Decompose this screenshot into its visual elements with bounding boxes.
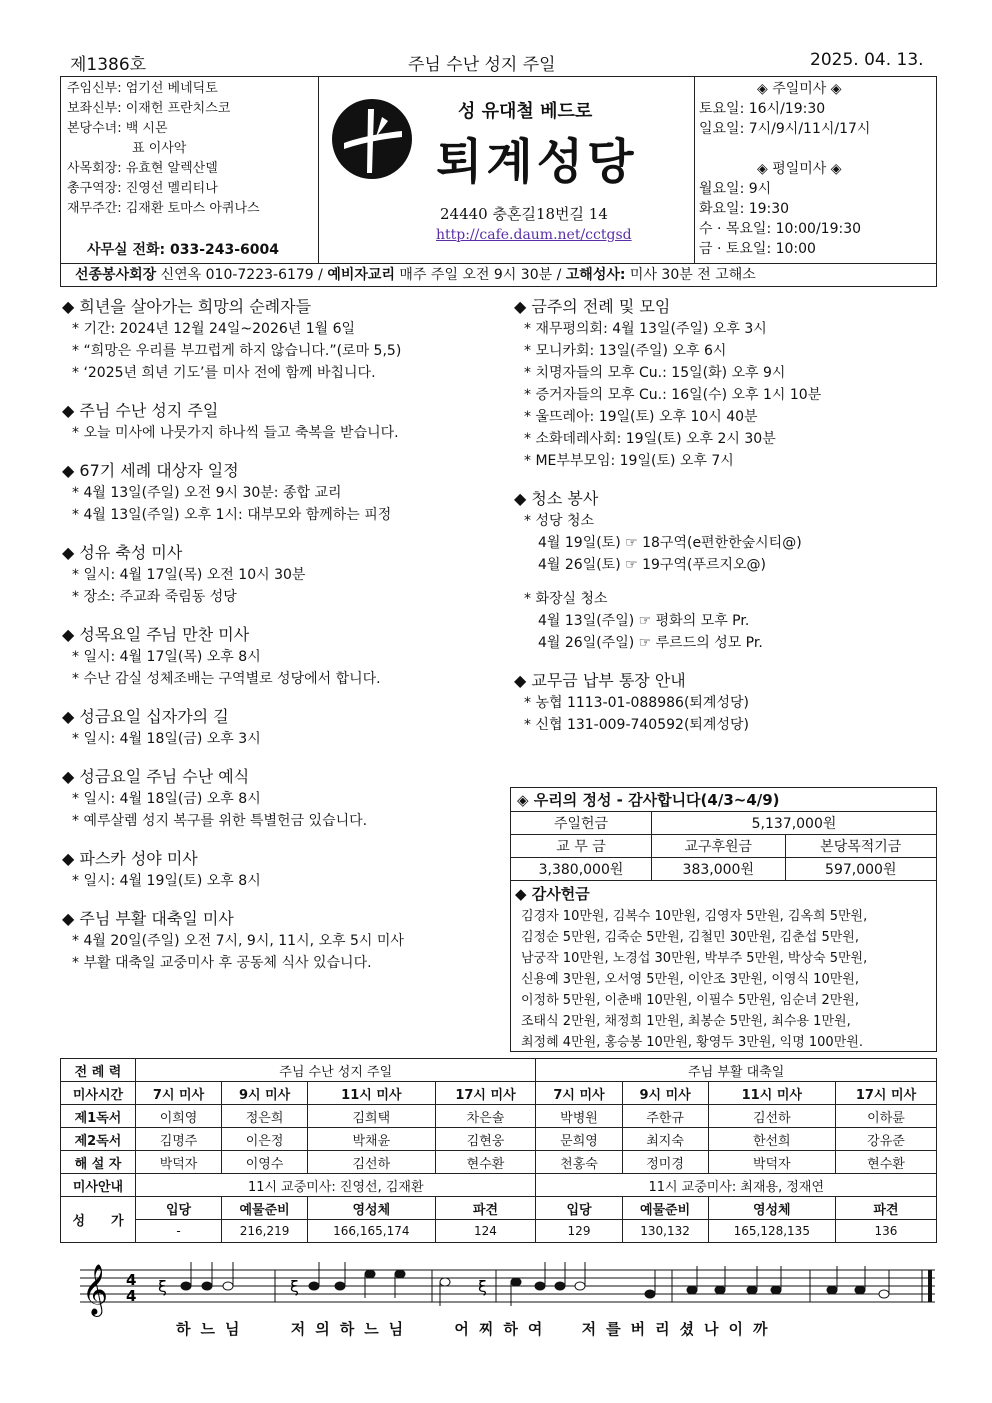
commentator-cell: 박덕자 xyxy=(708,1151,835,1174)
section-title: ◆ 희년을 살아가는 희망의 순례자들 xyxy=(62,297,312,316)
staff-line: 본당수녀: 백 시몬 xyxy=(67,121,168,136)
meeting-item: * ME부부모임: 19일(토) 오후 7시 xyxy=(524,453,734,469)
bulletin-date: 2025. 04. 13. xyxy=(810,50,924,70)
commentator-cell: 천홍숙 xyxy=(536,1151,622,1174)
note-head xyxy=(395,1270,405,1278)
info-value: 매주 주일 오전 9시 30분 / xyxy=(399,267,562,283)
sunday-mass-line: 토요일: 16시/19:30 xyxy=(699,101,826,117)
mass-time-cell: 17시 미사 xyxy=(435,1082,536,1105)
weekday-mass-line: 금 · 토요일: 10:00 xyxy=(699,241,816,257)
hymn-header: 입당 xyxy=(136,1197,222,1220)
weekday-mass-line: 화요일: 19:30 xyxy=(699,201,790,217)
hymn-cell: 216,219 xyxy=(222,1220,308,1243)
cleaning-item: 4월 26일(주일) ☞ 루르드의 성모 Pr. xyxy=(538,635,763,651)
offering-value: 5,137,000원 xyxy=(652,812,937,835)
treble-clef-icon: 𝄞 xyxy=(82,1264,109,1315)
notice-item: * 수난 감실 성체조배는 구역별로 성당에서 합니다. xyxy=(72,671,381,687)
reader-cell: 한선희 xyxy=(708,1128,835,1151)
hymn-cell: 130,132 xyxy=(622,1220,708,1243)
header-box xyxy=(60,76,937,264)
section-title: ◆ 성금요일 십자가의 길 xyxy=(62,707,229,726)
bulletin-title: 주님 수난 성지 주일 xyxy=(408,55,556,75)
commentator-cell: 박덕자 xyxy=(136,1151,222,1174)
notice-section xyxy=(62,908,502,974)
parish-panel xyxy=(318,77,695,263)
notice-item: * 장소: 주교좌 죽림동 성당 xyxy=(72,589,237,605)
note-head xyxy=(747,1286,757,1294)
hymn-cell: 166,165,174 xyxy=(308,1220,435,1243)
row-label: 미사시간 xyxy=(61,1082,136,1105)
weekday-mass-line: 월요일: 9시 xyxy=(699,181,772,197)
offering-header: 본당목적기금 xyxy=(785,835,936,858)
meetings-section xyxy=(514,296,934,472)
notice-section xyxy=(62,706,502,750)
row-label: 해 설 자 xyxy=(61,1151,136,1174)
note-head xyxy=(335,1282,345,1290)
rest-icon: ξ xyxy=(290,1277,299,1296)
lyrics-line xyxy=(176,1318,778,1339)
notice-item: * 부활 대축일 교중미사 후 공동체 식사 있습니다. xyxy=(72,955,372,971)
parish-address: 24440 충혼길18번길 14 xyxy=(440,205,608,223)
reader-cell: 정은희 xyxy=(222,1105,308,1128)
note-head xyxy=(855,1286,865,1294)
note-head xyxy=(827,1286,837,1294)
staff-line: 사목회장: 유효현 알렉산델 xyxy=(67,161,218,176)
hymn-header: 입당 xyxy=(536,1197,622,1220)
notice-item: * 예루살렘 성지 복구를 위한 특별헌금 있습니다. xyxy=(72,813,368,829)
note-head xyxy=(309,1282,319,1290)
section-title: ◆ 주님 부활 대축일 미사 xyxy=(62,909,234,928)
sunday-mass-line: 일요일: 7시/9시/11시/17시 xyxy=(699,121,871,137)
right-column xyxy=(514,296,934,736)
thanks-line: 조태식 2만원, 채정희 1만원, 최봉순 5만원, 최수용 1만원, xyxy=(521,1014,851,1029)
rest-icon: ξ xyxy=(478,1277,487,1296)
offering-value: 3,380,000원 xyxy=(511,858,652,881)
note-head xyxy=(535,1282,545,1290)
reader-cell: 박병원 xyxy=(536,1105,622,1128)
notice-item: * “희망은 우리를 부끄럽게 하지 않습니다.”(로마 5,5) xyxy=(72,343,402,359)
issue-number: 제1386호 xyxy=(70,55,147,75)
notice-section xyxy=(62,542,502,608)
staff-panel xyxy=(61,77,319,263)
time-signature-bottom: 4 xyxy=(126,1287,137,1305)
info-label: 예비자교리 xyxy=(327,267,395,283)
offering-label: 주일헌금 xyxy=(511,812,652,835)
parish-url[interactable]: http://cafe.daum.net/cctgsd xyxy=(436,227,632,243)
section-title: ◆ 금주의 전례 및 모임 xyxy=(514,297,671,316)
staff-line: 주임신부: 엄기선 베네딕토 xyxy=(67,81,218,96)
hymn-header: 파견 xyxy=(835,1197,936,1220)
cleaning-subtitle: * 성당 청소 xyxy=(524,513,594,529)
reader-cell: 강유준 xyxy=(835,1128,936,1151)
notice-item: * 일시: 4월 18일(금) 오후 8시 xyxy=(72,791,261,807)
liturgy-header: 주님 수난 성지 주일 xyxy=(136,1059,536,1082)
notice-item: * 오늘 미사에 나뭇가지 하나씩 들고 축복을 받습니다. xyxy=(72,425,399,441)
section-title: ◆ 성목요일 주님 만찬 미사 xyxy=(62,625,250,644)
notes-group xyxy=(158,1262,889,1306)
hymn-header: 파견 xyxy=(435,1197,536,1220)
weekday-mass-line: 수 · 목요일: 10:00/19:30 xyxy=(699,221,862,237)
section-title: ◆ 청소 봉사 xyxy=(514,489,599,508)
account-item: * 농협 1113-01-088986(퇴계성당) xyxy=(524,695,749,711)
reader-cell: 차은솔 xyxy=(435,1105,536,1128)
commentator-cell: 정미경 xyxy=(622,1151,708,1174)
hymn-cell: 129 xyxy=(536,1220,622,1243)
rest-icon: ξ xyxy=(158,1277,167,1296)
note-head xyxy=(687,1286,697,1294)
lyric-phrase: 저의하느님 xyxy=(290,1320,414,1338)
cleaning-item: 4월 19일(토) ☞ 18구역(e편한한숲시티@) xyxy=(538,535,802,551)
thanks-line: 최정혜 4만원, 홍승봉 10만원, 황영두 3만원, 익명 100만원. xyxy=(521,1035,863,1050)
notice-item: * 4월 13일(주일) 오전 9시 30분: 종합 교리 xyxy=(72,485,342,501)
commentator-cell: 김선하 xyxy=(308,1151,435,1174)
hymn-header: 영성체 xyxy=(308,1197,435,1220)
hymn-cell: - xyxy=(136,1220,222,1243)
notice-item: * 일시: 4월 17일(목) 오전 10시 30분 xyxy=(72,567,306,583)
offering-value: 383,000원 xyxy=(652,858,786,881)
parish-name: 퇴계성당 xyxy=(436,134,638,190)
left-column xyxy=(62,296,502,990)
offering-title: ◈ 우리의 정성 - 감사합니다(4/3~4/9) xyxy=(517,791,780,809)
reader-cell: 이은정 xyxy=(222,1128,308,1151)
row-label: 미사안내 xyxy=(61,1174,136,1197)
notice-section xyxy=(62,848,502,892)
reader-cell: 주한규 xyxy=(622,1105,708,1128)
note-head xyxy=(645,1290,655,1298)
notice-item: * 일시: 4월 19일(토) 오후 8시 xyxy=(72,873,261,889)
mass-guide-cell: 11시 교중미사: 진영선, 김재환 xyxy=(136,1174,536,1197)
note-head xyxy=(181,1282,191,1290)
notice-item: * 4월 20일(주일) 오전 7시, 9시, 11시, 오후 5시 미사 xyxy=(72,933,404,949)
meeting-item: * 증거자들의 모후 Cu.: 16일(수) 오후 1시 10분 xyxy=(524,387,822,403)
offering-header: 교 무 금 xyxy=(511,835,652,858)
info-value: 신연옥 010-7223-6179 / xyxy=(160,267,323,283)
cleaning-subtitle: * 화장실 청소 xyxy=(524,591,608,607)
notice-item: * ‘2025년 희년 기도’를 미사 전에 함께 바칩니다. xyxy=(72,365,376,381)
thanks-line: 김정순 5만원, 김죽순 5만원, 김철민 30만원, 김춘섭 5만원, xyxy=(521,930,859,945)
mass-time-cell: 17시 미사 xyxy=(835,1082,936,1105)
office-phone: 사무실 전화: 033-243-6004 xyxy=(87,242,279,258)
staff-line: 보좌신부: 이재헌 프란치스코 xyxy=(67,101,231,116)
info-value: 미사 30분 전 고해소 xyxy=(629,267,756,283)
lyric-phrase: 하느님 xyxy=(176,1320,250,1338)
commentator-cell: 현수환 xyxy=(835,1151,936,1174)
thanks-line: 김경자 10만원, 김복수 10만원, 김영자 5만원, 김옥희 5만원, xyxy=(521,909,868,924)
section-title: ◆ 교무금 납부 통장 안내 xyxy=(514,671,686,690)
notice-item: * 4월 13일(주일) 오후 1시: 대부모와 함께하는 피정 xyxy=(72,507,392,523)
time-signature-top: 4 xyxy=(126,1271,137,1289)
mass-time-cell: 7시 미사 xyxy=(136,1082,222,1105)
reader-cell: 박채윤 xyxy=(308,1128,435,1151)
mass-time-cell: 9시 미사 xyxy=(622,1082,708,1105)
info-label: 선종봉사회장 xyxy=(75,267,157,283)
meeting-item: * 치명자들의 모후 Cu.: 15일(화) 오후 9시 xyxy=(524,365,786,381)
note-head xyxy=(715,1286,725,1294)
note-head xyxy=(202,1282,212,1290)
info-label: 고해성사: xyxy=(565,267,626,283)
row-label: 제1독서 xyxy=(61,1105,136,1128)
notice-section xyxy=(62,460,502,526)
thanks-line: 남궁작 10만원, 노경섭 30만원, 박부주 5만원, 박상숙 5만원, xyxy=(521,951,868,966)
reader-cell: 이하륜 xyxy=(835,1105,936,1128)
hymn-header: 영성체 xyxy=(708,1197,835,1220)
section-title: ◆ 67기 세례 대상자 일정 xyxy=(62,461,239,480)
sunday-mass-title: ◈ 주일미사 ◈ xyxy=(757,81,842,97)
thanks-list xyxy=(521,906,867,1053)
note-head xyxy=(575,1282,585,1290)
thanks-line: 이정하 5만원, 이춘배 10만원, 이필수 5만원, 임순녀 2만원, xyxy=(521,993,859,1008)
mass-time-cell: 7시 미사 xyxy=(536,1082,622,1105)
staff-line: 재무주간: 김재환 토마스 아퀴나스 xyxy=(67,201,260,216)
mass-time-cell: 11시 미사 xyxy=(708,1082,835,1105)
hymn-header: 예물준비 xyxy=(222,1197,308,1220)
meeting-item: * 소화데레사회: 19일(토) 오후 2시 30분 xyxy=(524,431,776,447)
notice-section xyxy=(62,766,502,832)
hymn-cell: 124 xyxy=(435,1220,536,1243)
reader-cell: 김희택 xyxy=(308,1105,435,1128)
notice-section xyxy=(62,400,502,444)
mass-times-panel xyxy=(699,79,935,259)
account-section xyxy=(514,670,934,736)
section-title: ◆ 성유 축성 미사 xyxy=(62,543,183,562)
reader-cell: 김선하 xyxy=(708,1105,835,1128)
note-head xyxy=(365,1270,375,1278)
thanks-line: 신용예 3만원, 오서영 5만원, 이안조 3만원, 이영식 10만원, xyxy=(521,972,859,987)
info-bar xyxy=(60,263,937,287)
note-head xyxy=(771,1286,781,1294)
cleaning-item: 4월 13일(주일) ☞ 평화의 모후 Pr. xyxy=(538,613,750,629)
mass-time-cell: 9시 미사 xyxy=(222,1082,308,1105)
account-item: * 신협 131-009-740592(퇴계성당) xyxy=(524,717,749,733)
row-label: 성 가 xyxy=(61,1197,136,1243)
reader-cell: 최지숙 xyxy=(622,1128,708,1151)
notice-section xyxy=(62,624,502,690)
note-head xyxy=(223,1282,233,1290)
note-head xyxy=(879,1290,889,1298)
commentator-cell: 현수환 xyxy=(435,1151,536,1174)
liturgy-table xyxy=(60,1058,937,1243)
parish-subtitle: 성 유대철 베드로 xyxy=(458,101,593,122)
reader-cell: 문희영 xyxy=(536,1128,622,1151)
reader-cell: 김현웅 xyxy=(435,1128,536,1151)
liturgy-header: 주님 부활 대축일 xyxy=(536,1059,937,1082)
notice-item: * 기간: 2024년 12월 24일~2026년 1월 6일 xyxy=(72,321,356,337)
staff-list xyxy=(67,79,260,219)
cleaning-item: 4월 26일(토) ☞ 19구역(푸르지오@) xyxy=(538,557,767,573)
staff-line: 총구역장: 진영선 멜리티나 xyxy=(67,181,218,196)
offering-box xyxy=(510,787,937,1052)
notice-item: * 일시: 4월 18일(금) 오후 3시 xyxy=(72,731,261,747)
cleaning-section xyxy=(514,488,934,654)
mass-time-cell: 11시 미사 xyxy=(308,1082,435,1105)
commentator-cell: 이영수 xyxy=(222,1151,308,1174)
section-title: ◆ 주님 수난 성지 주일 xyxy=(62,401,219,420)
hymn-header: 예물준비 xyxy=(622,1197,708,1220)
note-head xyxy=(555,1282,565,1290)
lyric-phrase: 저를버리셨나이까 xyxy=(581,1320,778,1338)
hymn-cell: 136 xyxy=(835,1220,936,1243)
offering-value: 597,000원 xyxy=(785,858,936,881)
meeting-item: * 재무평의회: 4월 13일(주일) 오후 3시 xyxy=(524,321,767,337)
row-label: 제2독서 xyxy=(61,1128,136,1151)
note-head xyxy=(440,1278,450,1286)
section-title: ◆ 성금요일 주님 수난 예식 xyxy=(62,767,250,786)
notice-item: * 일시: 4월 17일(목) 오후 8시 xyxy=(72,649,261,665)
section-title: ◆ 파스카 성야 미사 xyxy=(62,849,198,868)
lyric-phrase: 어찌하여 xyxy=(454,1320,553,1338)
note-head xyxy=(511,1278,521,1286)
staff-line: 표 이사악 xyxy=(67,141,187,156)
meeting-item: * 모니카회: 13일(주일) 오후 6시 xyxy=(524,343,727,359)
meeting-item: * 울뜨레아: 19일(토) 오후 10시 40분 xyxy=(524,409,758,425)
offering-table xyxy=(510,811,937,881)
cross-logo-icon xyxy=(330,97,414,181)
thanks-title: ◆ 감사헌금 xyxy=(515,885,590,903)
hymn-cell: 165,128,135 xyxy=(708,1220,835,1243)
offering-header: 교구후원금 xyxy=(652,835,786,858)
mass-guide-cell: 11시 교중미사: 최재용, 정재연 xyxy=(536,1174,937,1197)
reader-cell: 이희영 xyxy=(136,1105,222,1128)
row-label: 전 례 력 xyxy=(61,1059,136,1082)
notice-section xyxy=(62,296,502,384)
weekday-mass-title: ◈ 평일미사 ◈ xyxy=(757,161,842,177)
reader-cell: 김명주 xyxy=(136,1128,222,1151)
